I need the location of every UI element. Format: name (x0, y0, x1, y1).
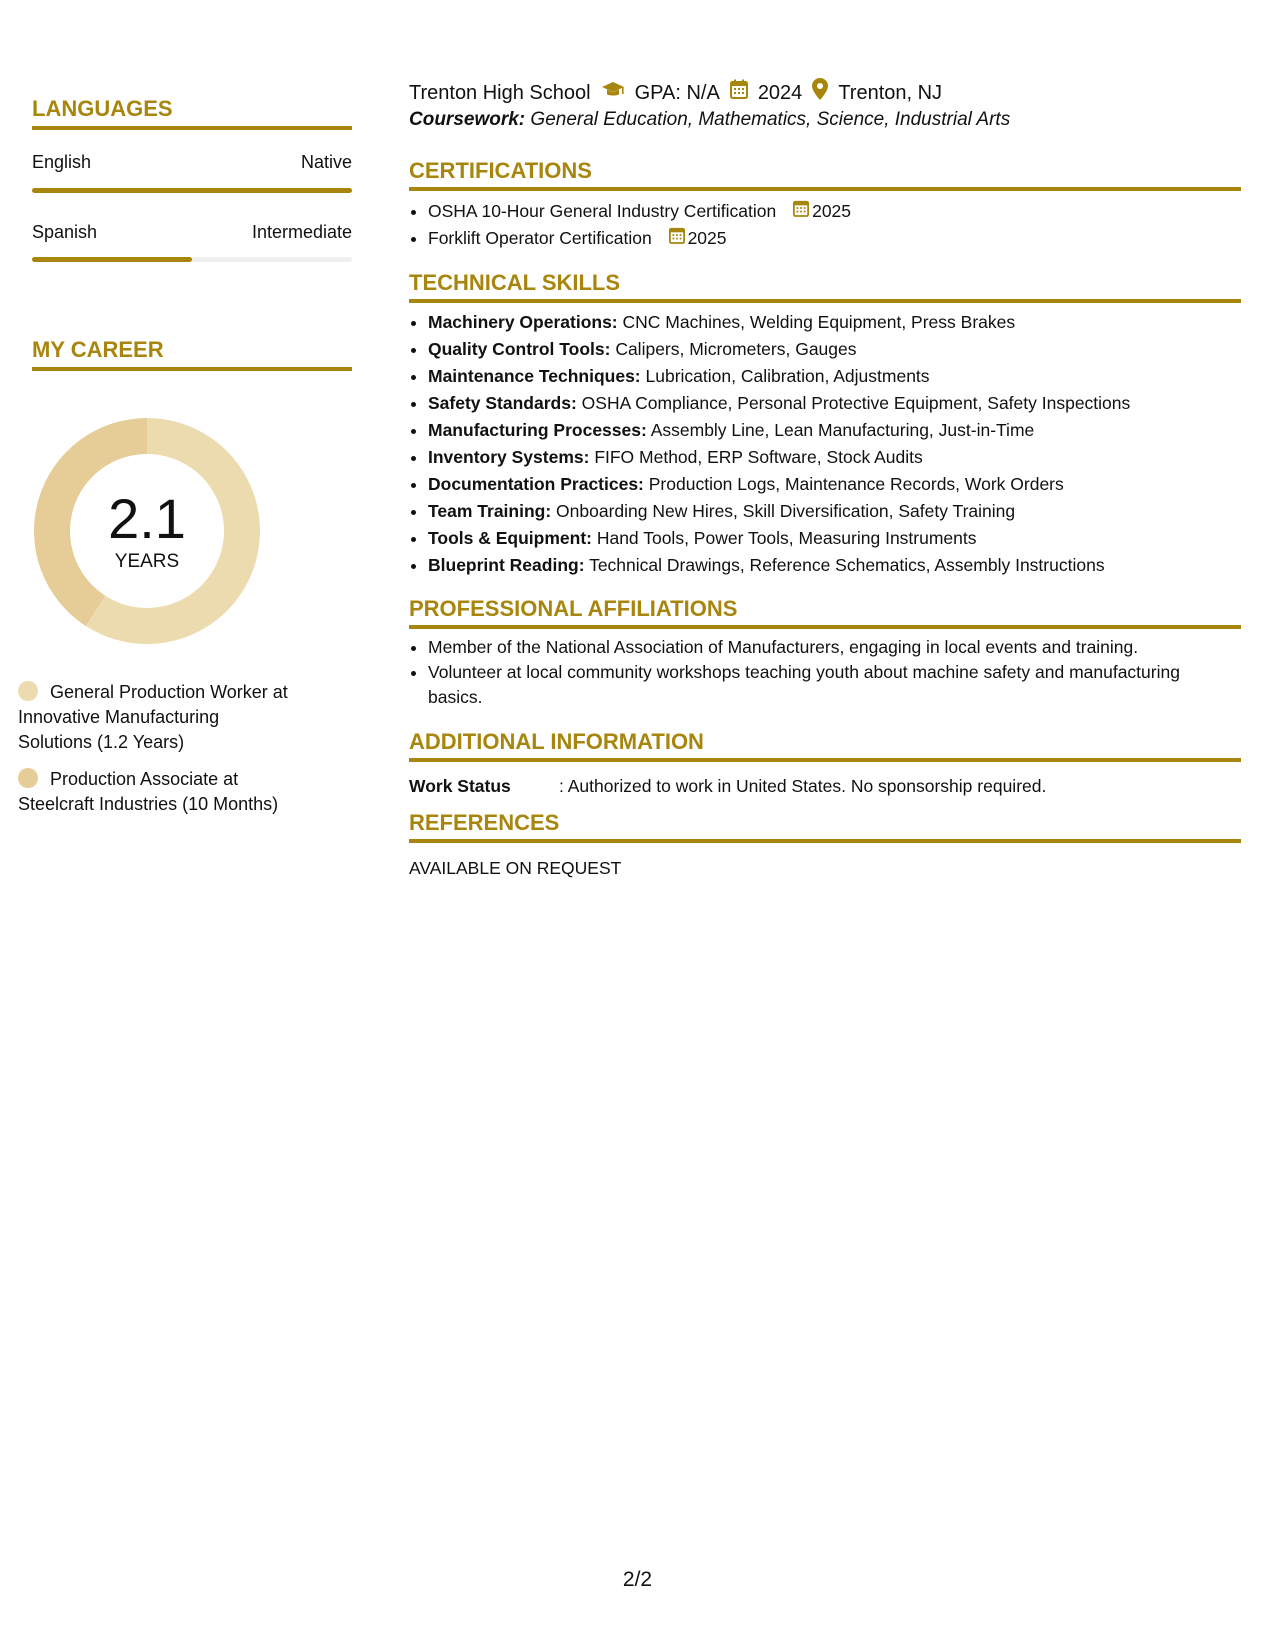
certification-item (428, 198, 1260, 225)
skill-label: Safety Standards: (428, 393, 577, 413)
skill-value: Assembly Line, Lean Manufacturing, Just-in-Time (646, 420, 1035, 440)
skill-value: Technical Drawings, Reference Schematics, Assembly Instructions (584, 555, 1105, 575)
skill-label: Inventory Systems: (428, 447, 590, 467)
certifications-list (409, 198, 1260, 252)
school-name: Trenton High School (409, 81, 591, 104)
skill-value: Lubrication, Calibration, Adjustments (640, 366, 930, 386)
education-line (409, 78, 942, 107)
skill-label: Blueprint Reading: (428, 555, 585, 575)
work-status-row (409, 774, 1046, 798)
skill-item (428, 390, 1260, 417)
skill-value: Production Logs, Maintenance Records, Work Orders (643, 474, 1064, 494)
career-heading: MY CAREER (32, 337, 352, 371)
certification-name: OSHA 10-Hour General Industry Certification (428, 201, 777, 221)
career-legend-item (18, 680, 290, 755)
skill-item (428, 471, 1260, 498)
certification-year: 2025 (687, 228, 727, 248)
affiliations-list (409, 635, 1260, 710)
skill-label: Manufacturing Processes: (428, 420, 647, 440)
language-row-spanish (32, 222, 352, 243)
legend-dot (18, 681, 38, 701)
location-pin-icon (812, 78, 828, 107)
education-year: 2024 (757, 81, 803, 104)
work-status-value: : Authorized to work in United States. No sponsorship required. (559, 776, 1047, 796)
language-row-english (32, 152, 352, 173)
certification-name: Forklift Operator Certification (428, 228, 652, 248)
languages-heading: LANGUAGES (32, 96, 352, 130)
calendar-icon (793, 198, 812, 225)
skill-label: Maintenance Techniques: (428, 366, 641, 386)
career-legend-label: General Production Worker at Innovative Manufacturing Solutions (1.2 Years) (18, 682, 288, 752)
skill-item (428, 363, 1260, 390)
graduation-cap-icon (601, 80, 625, 106)
skill-value: OSHA Compliance, Personal Protective Equipment, Safety Inspections (576, 393, 1131, 413)
skill-value: CNC Machines, Welding Equipment, Press Brakes (617, 312, 1016, 332)
skill-label: Machinery Operations: (428, 312, 618, 332)
career-legend-label: Production Associate at Steelcraft Industries (10 Months) (18, 769, 279, 814)
skill-item (428, 498, 1260, 525)
language-bar-spanish (32, 257, 352, 262)
career-legend-item (18, 767, 290, 817)
skill-item (428, 417, 1260, 444)
language-bar-fill (32, 257, 192, 262)
skill-label: Quality Control Tools: (428, 339, 611, 359)
certification-item (428, 225, 1260, 252)
education-location: Trenton, NJ (838, 81, 943, 104)
skills-heading: TECHNICAL SKILLS (409, 270, 1241, 303)
skill-value: FIFO Method, ERP Software, Stock Audits (589, 447, 923, 467)
certifications-heading: CERTIFICATIONS (409, 158, 1241, 191)
affiliation-item: • Volunteer at local community workshops teaching youth about machine safety and manufacturing basics. (428, 660, 1260, 710)
language-name: English (32, 152, 92, 172)
skill-value: Onboarding New Hires, Skill Diversification, Safety Training (551, 501, 1016, 521)
legend-dot (18, 768, 38, 788)
skill-item (428, 444, 1260, 471)
career-total-unit: YEARS (114, 551, 180, 572)
skill-label: Tools & Equipment: (428, 528, 592, 548)
language-level: Intermediate (251, 222, 352, 242)
career-donut-chart (34, 418, 260, 644)
language-bar-english (32, 188, 352, 193)
language-bar-fill (32, 188, 352, 193)
language-name: Spanish (32, 222, 98, 242)
affiliations-heading: PROFESSIONAL AFFILIATIONS (409, 596, 1241, 629)
skill-item (428, 336, 1260, 363)
career-legend (18, 680, 290, 829)
page-number: 2/2 (622, 1568, 653, 1591)
skills-list (409, 309, 1260, 579)
skill-item (428, 309, 1260, 336)
calendar-icon (669, 225, 688, 252)
coursework-label: Coursework: (409, 109, 526, 130)
skill-item (428, 552, 1260, 579)
skill-label: Documentation Practices: (428, 474, 644, 494)
language-level: Native (300, 152, 352, 172)
skill-value: Calipers, Micrometers, Gauges (610, 339, 857, 359)
skill-value: Hand Tools, Power Tools, Measuring Instruments (591, 528, 977, 548)
calendar-icon (730, 79, 748, 106)
coursework-line (409, 109, 1010, 131)
skill-item (428, 525, 1260, 552)
affiliation-item: • Member of the National Association of Manufacturers, engaging in local events and training. (428, 635, 1260, 660)
gpa: GPA: N/A (634, 81, 720, 104)
work-status-label: Work Status (409, 776, 511, 796)
references-text: AVAILABLE ON REQUEST (409, 858, 622, 878)
coursework-value: General Education, Mathematics, Science, Industrial Arts (525, 109, 1011, 130)
career-total-years: 2.1 (108, 487, 186, 550)
references-heading: REFERENCES (409, 810, 1241, 843)
certification-year: 2025 (812, 201, 852, 221)
additional-info-heading: ADDITIONAL INFORMATION (409, 729, 1241, 762)
skill-label: Team Training: (428, 501, 552, 521)
